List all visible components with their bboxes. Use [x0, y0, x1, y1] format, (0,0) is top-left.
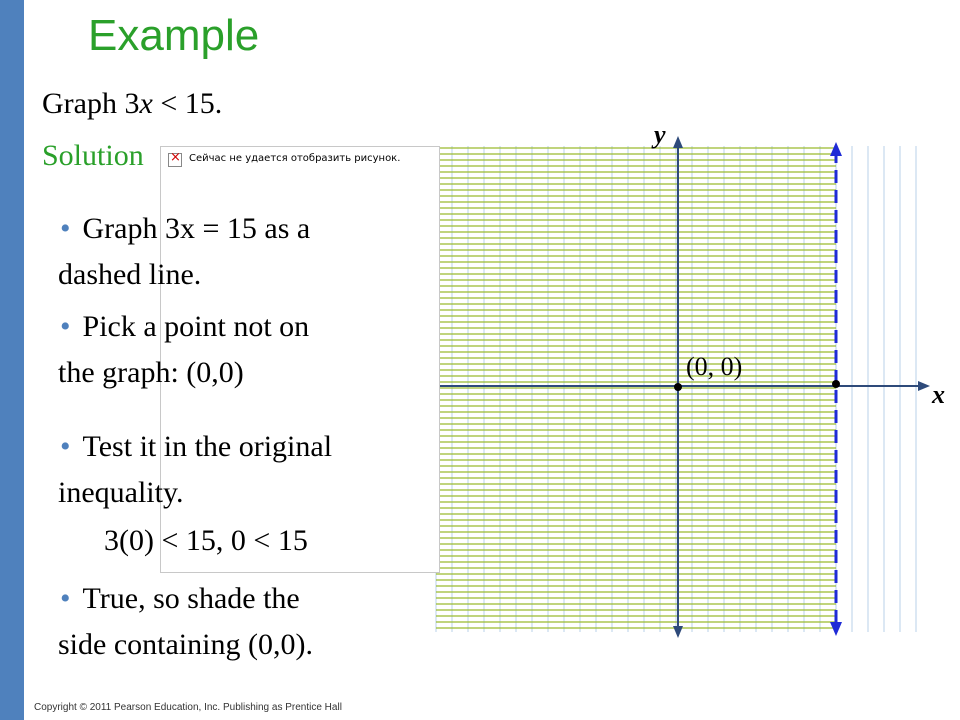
boundary-bottom-arrow — [830, 622, 842, 636]
bullet-text: Pick a point not on — [82, 310, 310, 343]
bullet-step-4 — [46, 578, 300, 619]
origin-label: (0, 0) — [686, 352, 743, 381]
broken-image-message: Сейчас не удается отобразить рисунок. — [189, 153, 401, 164]
bullet-step-2 — [46, 306, 309, 347]
problem-variable: x — [139, 87, 153, 120]
bullet-text: Test it in the original — [82, 430, 333, 463]
y-axis-top-arrow — [673, 136, 683, 148]
bullet-step-4-cont: side containing (0,0). — [58, 628, 313, 661]
problem-prefix: Graph 3 — [42, 87, 140, 120]
bullet-step-1-cont: dashed line. — [58, 258, 202, 291]
bullet-step-3 — [46, 426, 332, 467]
bullet-text: True, so shade the — [82, 582, 300, 615]
bullet-step-3-cont: inequality. — [58, 476, 184, 509]
shaded-region — [436, 148, 836, 628]
origin-point — [674, 383, 682, 391]
x-axis-right-arrow — [918, 381, 930, 391]
boundary-top-arrow — [830, 142, 842, 156]
copyright-notice: Copyright © 2011 Pearson Education, Inc. Publishing as Prentice Hall — [34, 702, 342, 713]
bullet-dot: • — [60, 582, 71, 615]
bullet-dot: • — [60, 310, 71, 343]
solution-heading: Solution — [42, 139, 144, 172]
boundary-point — [832, 380, 840, 388]
bullet-dot: • — [60, 212, 71, 245]
check-equation: 3(0) < 15, 0 < 15 — [104, 524, 308, 557]
problem-suffix: < 15. — [152, 87, 223, 120]
y-axis-label: y — [654, 120, 666, 149]
x-axis-label: x — [932, 380, 945, 409]
y-axis-bottom-arrow — [673, 626, 683, 638]
bullet-dot: • — [60, 430, 71, 463]
bullet-step-1 — [46, 208, 310, 249]
bullet-text: Graph 3x = 15 as a — [82, 212, 311, 245]
broken-image-icon — [168, 153, 182, 167]
bullet-step-2-cont: the graph: (0,0) — [58, 356, 244, 389]
slide-title: Example — [88, 11, 260, 60]
